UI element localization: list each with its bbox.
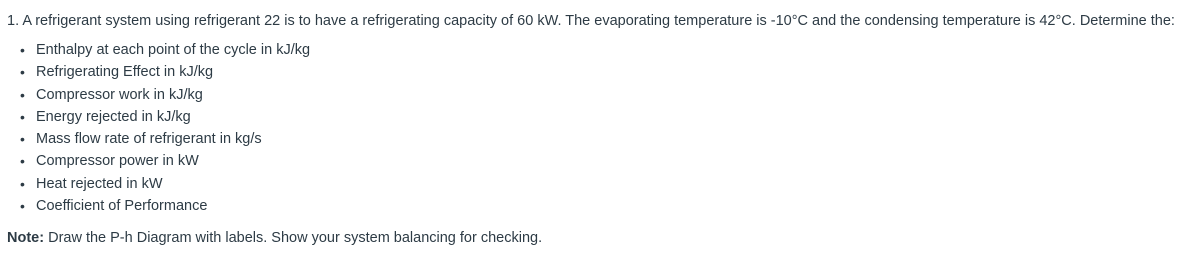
bullet-icon: •	[20, 108, 25, 125]
list-item	[20, 195, 1200, 217]
list-item-text: Compressor power in kW	[36, 153, 199, 170]
list-item-text: Compressor work in kJ/kg	[36, 86, 203, 103]
bullet-icon: •	[20, 153, 25, 170]
list-item	[20, 150, 1200, 172]
bullet-icon: •	[20, 42, 25, 58]
bullet-icon: •	[20, 86, 25, 103]
list-item	[20, 173, 1200, 195]
bullet-icon: •	[20, 175, 25, 192]
note-paragraph	[7, 228, 1200, 248]
note-text: Draw the P-h Diagram with labels. Show your system balancing for checking.	[44, 230, 543, 247]
list-item	[20, 106, 1200, 128]
bullet-icon: •	[20, 64, 25, 81]
list-item-text: Mass flow rate of refrigerant in kg/s	[36, 131, 262, 148]
bullet-icon: •	[20, 131, 25, 148]
list-item	[20, 84, 1200, 106]
list-item	[20, 39, 1200, 61]
list-item	[20, 61, 1200, 83]
list-item	[20, 128, 1200, 150]
list-item-text: Energy rejected in kJ/kg	[36, 108, 191, 125]
list-item-text: Enthalpy at each point of the cycle in kJ/kg	[36, 42, 311, 58]
list-item-text: Heat rejected in kW	[36, 175, 163, 192]
question-text: 1. A refrigerant system using refrigerant 22 is to have a refrigerating capacity of 60 kW. The evaporating temperature is -10°C and the condensing temperature is 42°C. Determine the:	[7, 13, 1175, 29]
bullet-icon: •	[20, 198, 25, 215]
list-item-text: Refrigerating Effect in kJ/kg	[36, 64, 214, 81]
list-item-text: Coefficient of Performance	[36, 198, 208, 215]
requirements-list	[7, 39, 1200, 217]
note-label: Note:	[7, 230, 45, 247]
